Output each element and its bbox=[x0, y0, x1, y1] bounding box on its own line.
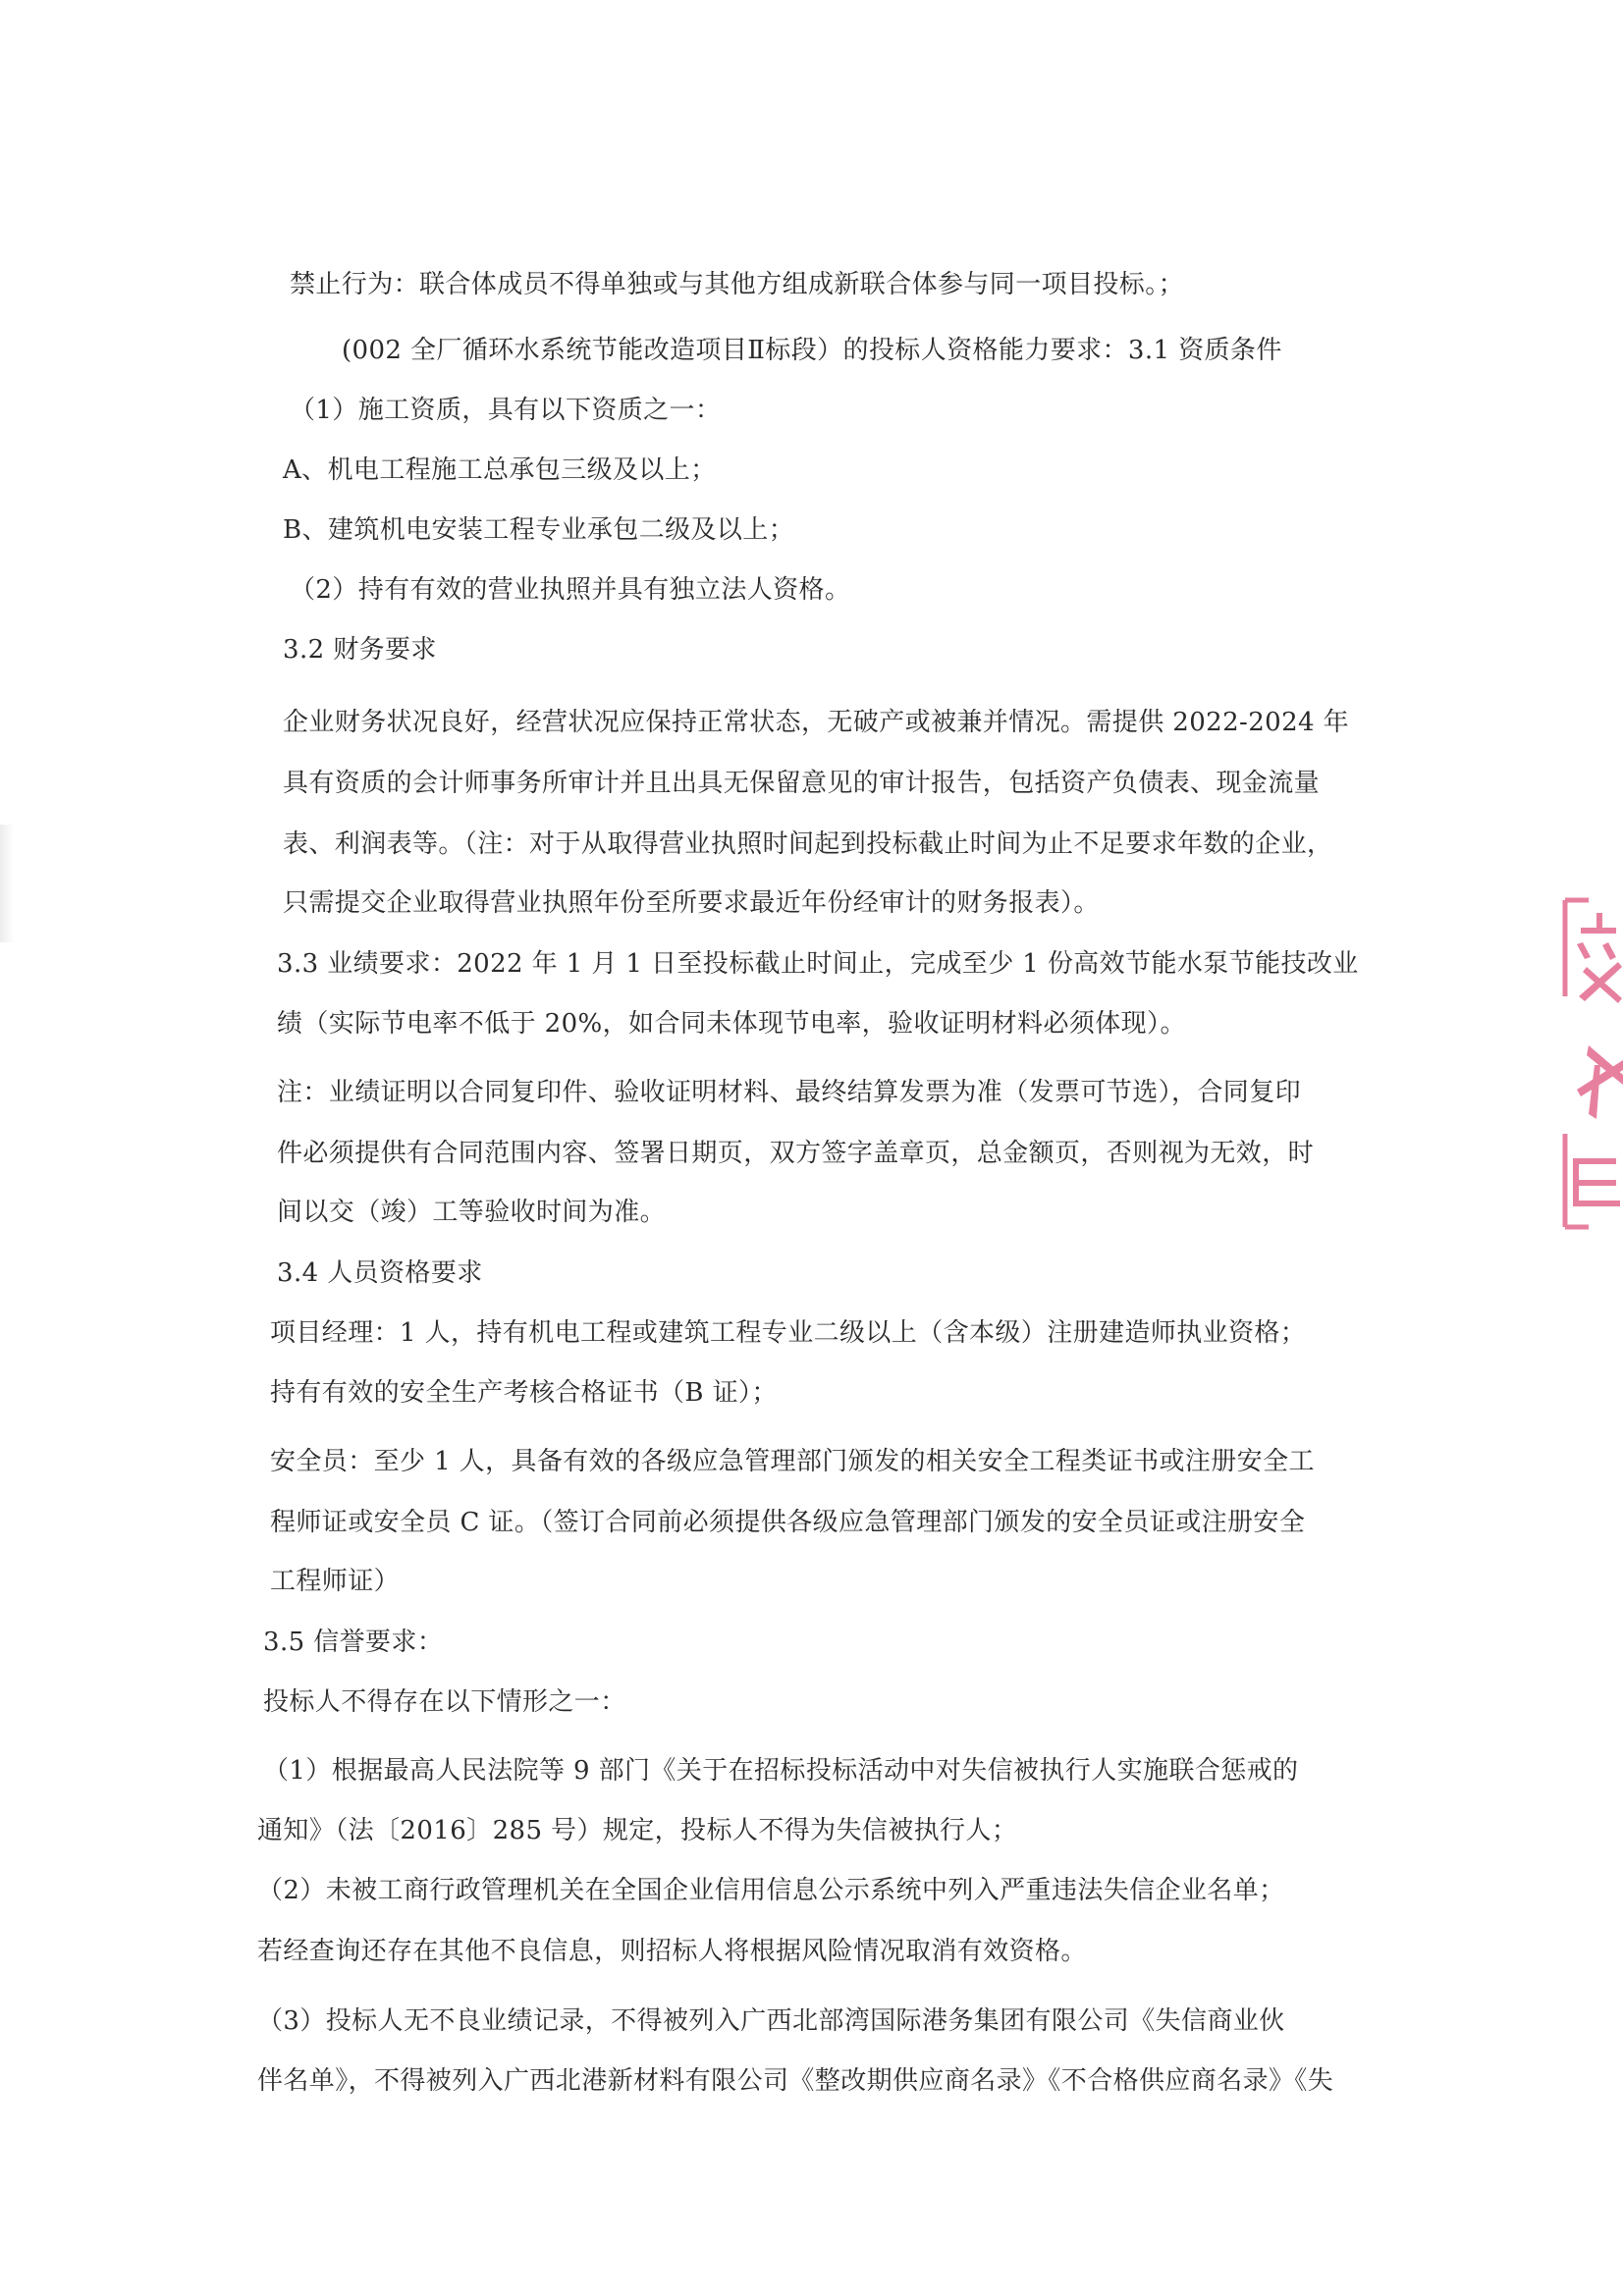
text-line: 伴名单》，不得被列入广西北港新材料有限公司《整改期供应商名录》《不合格供应商名录》《失 bbox=[257, 2066, 1334, 2096]
text-line: 3.3 业绩要求：2022 年 1 月 1 日至投标截止时间止，完成至少 1 份高效节能水泵节能技改业 bbox=[277, 949, 1359, 979]
text-line: (002 全厂循环水系统节能改造项目Ⅱ标段）的投标人资格能力要求：3.1 资质条件 bbox=[342, 336, 1282, 365]
text-line: 注：业绩证明以合同复印件、验收证明材料、最终结算发票为准（发票可节选），合同复印 bbox=[277, 1078, 1302, 1107]
text-line: （2）持有有效的营业执照并具有独立法人资格。 bbox=[290, 575, 851, 605]
text-line: （1）根据最高人民法院等 9 部门《关于在招标投标活动中对失信被执行人实施联合惩戒的 bbox=[263, 1756, 1299, 1786]
text-line: A、机电工程施工总承包三级及以上； bbox=[283, 455, 717, 485]
text-line: 工程师证） bbox=[270, 1567, 401, 1596]
text-line: 项目经理：1 人，持有机电工程或建筑工程专业二级以上（含本级）注册建造师执业资格； bbox=[270, 1318, 1307, 1348]
text-line: 投标人不得存在以下情形之一： bbox=[263, 1687, 626, 1717]
section-heading: 3.2 财务要求 bbox=[283, 635, 437, 665]
section-heading: 3.5 信誉要求： bbox=[263, 1628, 444, 1657]
text-line: 安全员：至少 1 人，具备有效的各级应急管理部门颁发的相关安全工程类证书或注册安全工 bbox=[270, 1447, 1315, 1476]
text-line: （1）施工资质，具有以下资质之一： bbox=[290, 396, 722, 425]
text-line: 程师证或安全员 C 证。（签订合同前必须提供各级应急管理部门颁发的安全员证或注册安全 bbox=[270, 1508, 1306, 1537]
section-heading: 3.4 人员资格要求 bbox=[277, 1258, 483, 1288]
text-line: 企业财务状况良好，经营状况应保持正常状态，无破产或被兼并情况。需提供 2022-2024 年 bbox=[283, 708, 1350, 737]
seal-stamp bbox=[1559, 888, 1623, 1237]
text-line: B、建筑机电安装工程专业承包二级及以上； bbox=[283, 515, 795, 545]
text-line: 件必须提供有合同范围内容、签署日期页，双方签字盖章页，总金额页，否则视为无效，时 bbox=[277, 1139, 1315, 1168]
text-line: 间以交（竣）工等验收时间为准。 bbox=[277, 1198, 667, 1227]
text-line: 具有资质的会计师事务所审计并且出具无保留意见的审计报告，包括资产负债表、现金流量 bbox=[283, 769, 1321, 798]
text-line: 若经查询还存在其他不良信息，则招标人将根据风险情况取消有效资格。 bbox=[257, 1937, 1087, 1966]
text-line: 表、利润表等。（注：对于从取得营业执照时间起到投标截止时间为止不足要求年数的企业， bbox=[283, 829, 1333, 859]
scan-edge-shadow bbox=[0, 825, 14, 942]
text-line: （2）未被工商行政管理机关在全国企业信用信息公示系统中列入严重违法失信企业名单； bbox=[257, 1876, 1285, 1905]
text-line: 绩（实际节电率不低于 20%，如合同未体现节电率，验收证明材料必须体现）。 bbox=[277, 1009, 1186, 1039]
text-line: （3）投标人无不良业绩记录，不得被列入广西北部湾国际港务集团有限公司《失信商业伙 bbox=[257, 2006, 1285, 2036]
text-line: 通知》（法〔2016〕285 号）规定，投标人不得为失信被执行人； bbox=[257, 1816, 1018, 1845]
text-line: 只需提交企业取得营业执照年份至所要求最近年份经审计的财务报表）。 bbox=[283, 888, 1100, 918]
text-line: 禁止行为：联合体成员不得单独或与其他方组成新联合体参与同一项目投标。； bbox=[290, 270, 1185, 299]
text-line: 持有有效的安全生产考核合格证书（B 证）； bbox=[270, 1378, 778, 1408]
